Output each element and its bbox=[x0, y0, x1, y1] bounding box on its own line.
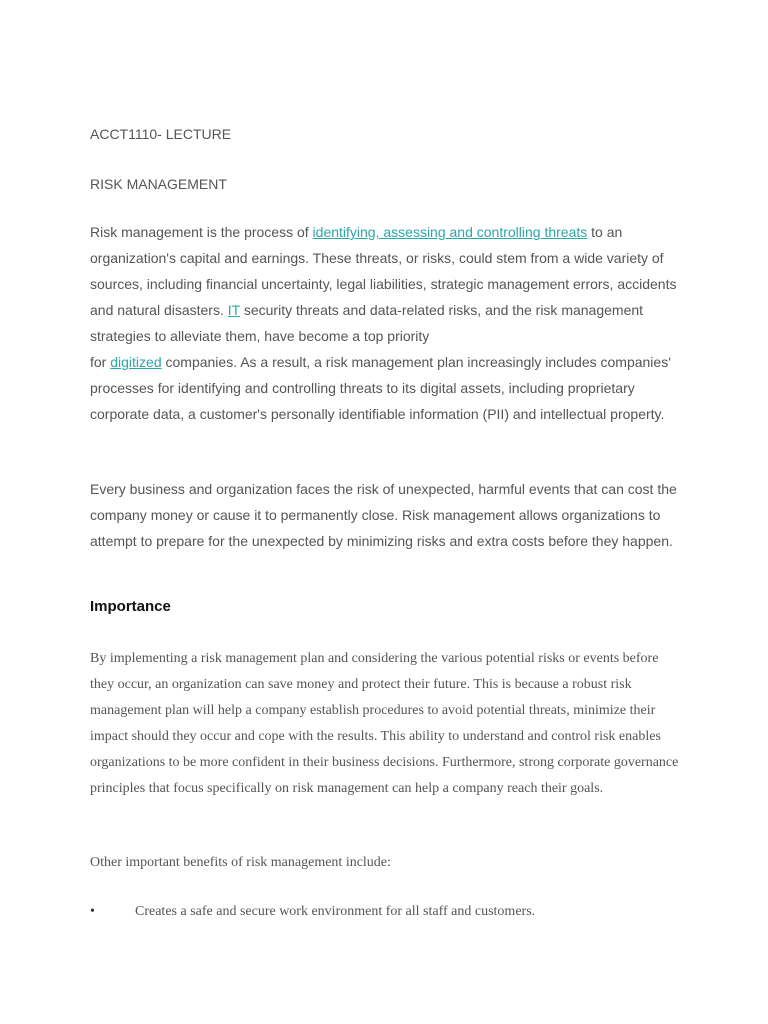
benefits-intro: Other important benefits of risk management include: bbox=[90, 855, 391, 870]
link-digitized[interactable]: digitized bbox=[110, 354, 162, 370]
intro-text-5: companies. As a result, a risk management plan increasingly includes companies' processes for identifying and controlling threats to its digital assets, including proprietary corporate data, a customer's personally identifiable information (PII) and intellectual property. bbox=[90, 354, 671, 422]
importance-paragraph: By implementing a risk management plan and considering the various potential risks or events before they occur, an organization can save money and protect their future. This is because a robust risk management plan will help a company establish procedures to avoid potential threats, minimize their impact should they occur and cope with the results. This ability to understand and control risk enables organizations to be more confident in their business decisions. Furthermore, strong corporate governance principles that focus specifically on risk management can help a company reach their goals. bbox=[90, 651, 679, 796]
benefit-text: Creates a safe and secure work environment for all staff and customers. bbox=[135, 904, 536, 919]
intro-paragraph bbox=[90, 219, 680, 427]
link-it[interactable]: IT bbox=[227, 302, 240, 318]
document-title: RISK MANAGEMENT bbox=[90, 176, 227, 192]
intro-text-1: Risk management is the process of bbox=[90, 224, 313, 240]
list-item bbox=[90, 899, 685, 925]
intro-text-3: security threats and data-related risks, and the risk management strategies to alleviate them, have become a top priority bbox=[90, 302, 644, 344]
risk-paragraph: Every business and organization faces the risk of unexpected, harmful events that can cost the company money or cause it to permanently close. Risk management allows organizations to attempt to prepare for the unexpected by minimizing risks and extra costs before they happen. bbox=[90, 481, 677, 549]
link-identifying-threats[interactable]: identifying, assessing and controlling threats bbox=[312, 224, 588, 240]
intro-text-4: for bbox=[90, 354, 111, 370]
intro-text-2: to an organization's capital and earnings. These threats, or risks, could stem from a wide variety of sources, including financial uncertainty, legal liabilities, strategic management errors, accidents and natural disasters. bbox=[90, 224, 677, 318]
benefits-list bbox=[90, 899, 685, 925]
bullet-icon: • bbox=[90, 904, 95, 919]
course-code: ACCT1110- LECTURE bbox=[90, 126, 232, 142]
importance-heading: Importance bbox=[90, 598, 171, 615]
